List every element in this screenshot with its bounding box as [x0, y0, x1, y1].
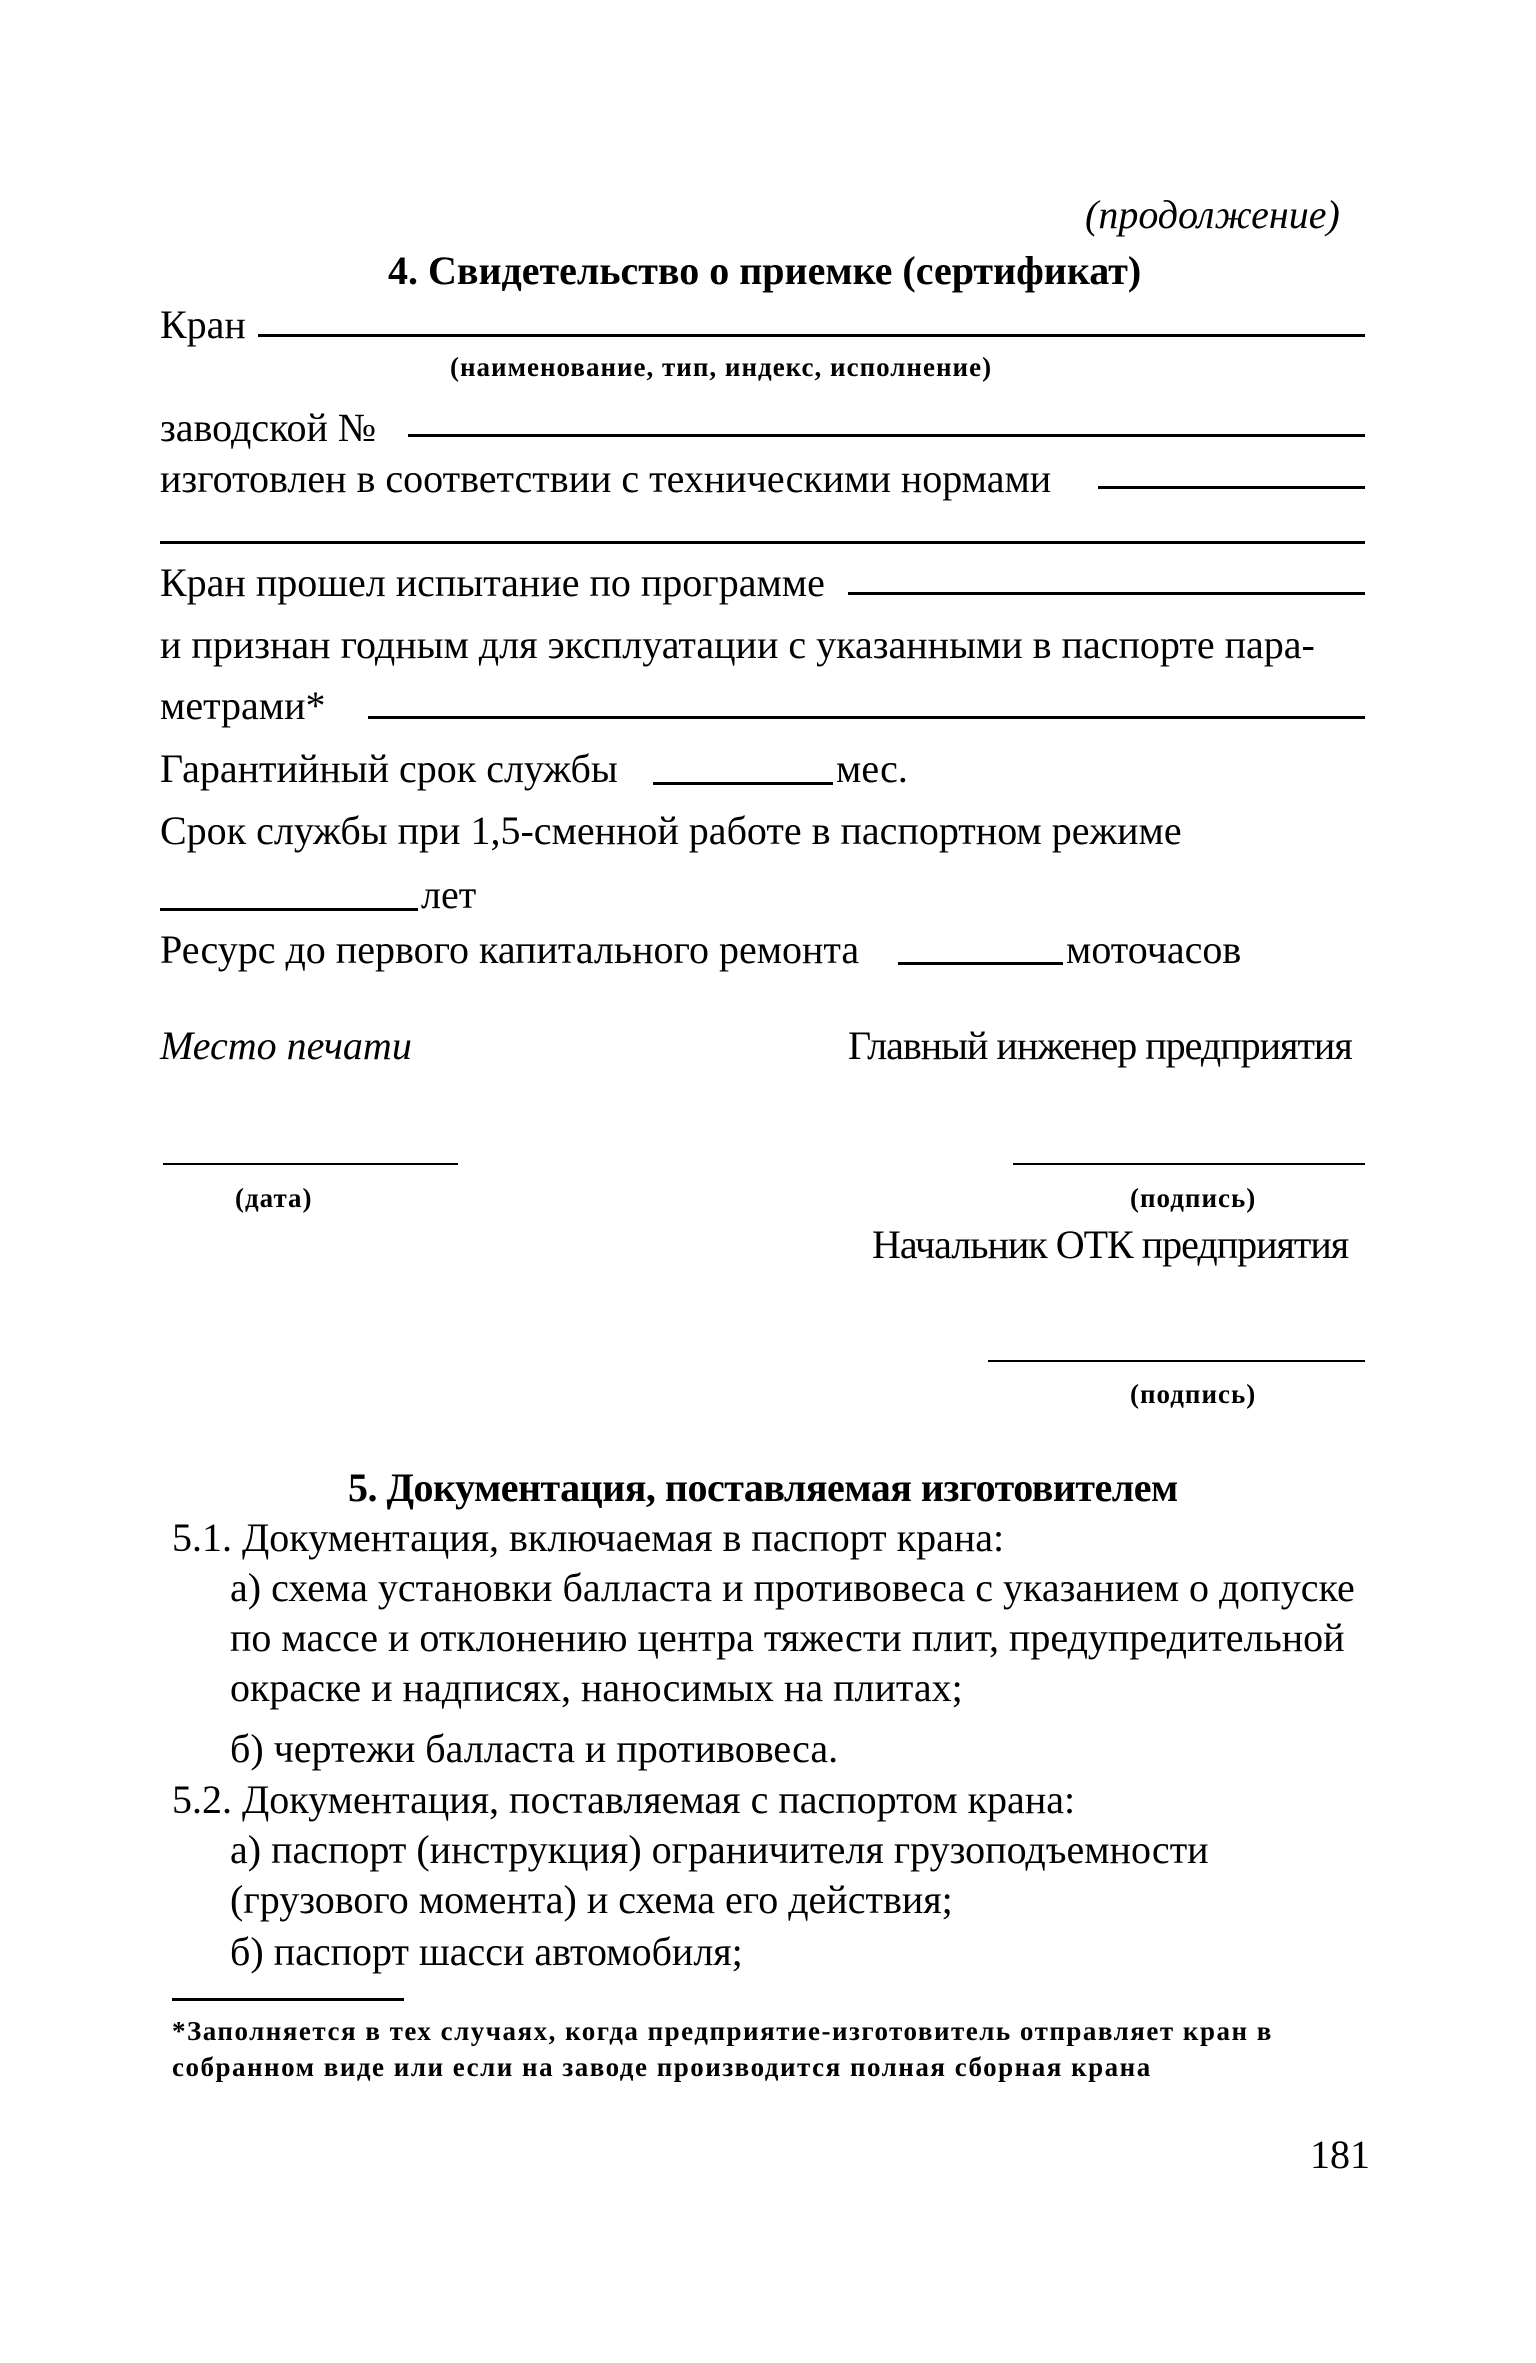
resource-unit: моточасов: [1066, 927, 1242, 972]
footnote-line1: *Заполняется в тех случаях, когда предприятие-изготовитель отправляет кран в: [172, 2016, 1273, 2046]
parameters-field: [368, 716, 1365, 719]
serial-number-field: [408, 434, 1365, 437]
date-hint: (дата): [235, 1183, 313, 1213]
item-5-1-a-line2: по массе и отклонению центра тяжести плит, предупредительной: [230, 1615, 1345, 1660]
service-life-label: Срок службы при 1,5-сменной работе в паспортном режиме: [160, 808, 1182, 853]
crane-field-hint: (наименование, тип, индекс, исполнение): [450, 352, 993, 382]
fitness-text-line2: метрами*: [160, 683, 326, 728]
section-5-title: 5. Документация, поставляемая изготовителем: [348, 1465, 1178, 1510]
signature-hint-otk-head: (подпись): [1130, 1379, 1257, 1409]
warranty-unit: мес.: [836, 746, 908, 791]
warranty-field: [653, 782, 833, 785]
otk-head-signature-field: [988, 1360, 1365, 1362]
item-5-2: 5.2. Документация, поставляемая с паспортом крана:: [172, 1777, 1076, 1822]
norms-label: изготовлен в соответствии с техническими нормами: [160, 456, 1052, 501]
item-5-1-b: б) чертежи балласта и противовеса.: [230, 1726, 839, 1771]
fitness-text-line1: и признан годным для эксплуатации с указанными в паспорте пара-: [160, 622, 1315, 667]
item-5-2-b: б) паспорт шасси автомобиля;: [230, 1929, 743, 1974]
test-program-field: [848, 592, 1365, 595]
service-life-unit: лет: [421, 872, 477, 917]
chief-engineer-signature-field: [1013, 1163, 1365, 1165]
warranty-label: Гарантийный срок службы: [160, 746, 618, 791]
resource-field: [898, 962, 1063, 965]
item-5-1-a-line1: а) схема установки балласта и противовеса с указанием о допуске: [230, 1565, 1355, 1610]
item-5-2-a-line2: (грузового момента) и схема его действия;: [230, 1877, 953, 1922]
footnote-line2: собранном виде или если на заводе производится полная сборная крана: [172, 2052, 1152, 2082]
item-5-1-a-line3: окраске и надписях, наносимых на плитах;: [230, 1665, 963, 1710]
item-5-1: 5.1. Документация, включаемая в паспорт крана:: [172, 1515, 1005, 1560]
signature-hint-chief-engineer: (подпись): [1130, 1183, 1257, 1213]
resource-label: Ресурс до первого капитального ремонта: [160, 927, 860, 972]
serial-label: заводской №: [160, 405, 377, 450]
otk-head-label: Начальник ОТК предприятия: [872, 1222, 1349, 1267]
norms-field: [1098, 486, 1365, 489]
crane-label: Кран: [160, 302, 246, 347]
page-number: 181: [1310, 2132, 1370, 2177]
seal-place-label: Место печати: [160, 1023, 412, 1068]
item-5-2-a-line1: а) паспорт (инструкция) ограничителя грузоподъемности: [230, 1827, 1209, 1872]
section-4-title: 4. Свидетельство о приемке (сертификат): [388, 248, 1142, 293]
date-field: [163, 1163, 458, 1165]
footnote-separator: [172, 1998, 404, 2001]
service-life-field: [160, 908, 418, 911]
continuation-label: (продолжение): [1085, 192, 1340, 237]
test-program-label: Кран прошел испытание по программе: [160, 560, 825, 605]
norms-field-continuation: [160, 541, 1365, 544]
crane-name-field: [258, 334, 1365, 337]
chief-engineer-label: Главный инженер предприятия: [848, 1023, 1352, 1068]
